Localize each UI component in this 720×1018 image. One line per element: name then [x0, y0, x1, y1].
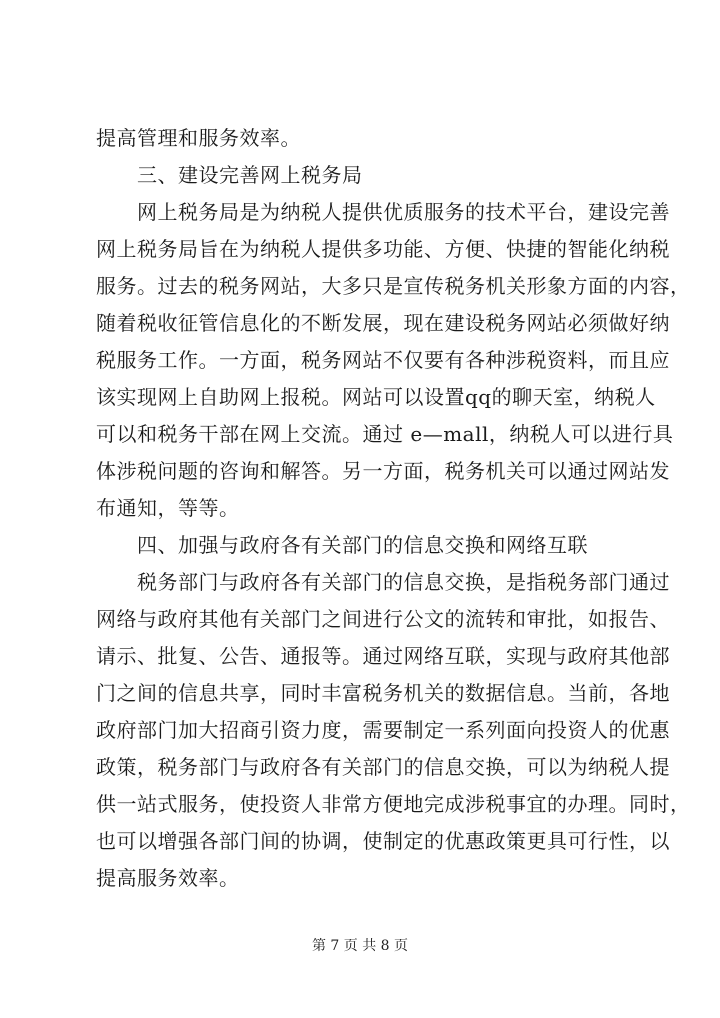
text-line: 可以和税务干部在网上交流。通过 e—mall，纳税人可以进行具	[96, 422, 674, 446]
text-line: 也可以增强各部门间的协调，使制定的优惠政策更具可行性，以	[96, 829, 670, 853]
text-line: 门之间的信息共享，同时丰富税务机关的数据信息。当前，各地	[96, 681, 670, 705]
text-line: 请示、批复、公告、通报等。通过网络互联，实现与政府其他部	[96, 644, 670, 668]
text-line: 政策，税务部门与政府各有关部门的信息交换，可以为纳税人提	[96, 755, 670, 779]
text-line: 体涉税问题的咨询和解答。另一方面，税务机关可以通过网站发	[96, 459, 670, 483]
text-line: 随着税收征管信息化的不断发展，现在建设税务网站必须做好纳	[96, 311, 670, 335]
section-heading: 四、加强与政府各有关部门的信息交换和网络互联	[96, 533, 588, 557]
text-line: 网上税务局旨在为纳税人提供多功能、方便、快捷的智能化纳税	[96, 237, 670, 261]
text-line: 提高服务效率。	[96, 866, 240, 890]
text-line: 布通知，等等。	[96, 496, 240, 520]
text-line: 税服务工作。一方面，税务网站不仅要有各种涉税资料，而且应	[96, 348, 670, 372]
text-line: 提高管理和服务效率。	[96, 126, 301, 150]
text-line: 政府部门加大招商引资力度，需要制定一系列面向投资人的优惠	[96, 718, 670, 742]
section-heading: 三、建设完善网上税务局	[96, 163, 363, 187]
text-line: 服务。过去的税务网站，大多只是宣传税务机关形象方面的内容，	[96, 274, 691, 298]
text-line: 该实现网上自助网上报税。网站可以设置qq的聊天室，纳税人	[96, 385, 656, 409]
text-line: 税务部门与政府各有关部门的信息交换，是指税务部门通过	[96, 570, 670, 594]
page-number-footer: 第 7 页 共 8 页	[311, 938, 409, 954]
text-line: 网上税务局是为纳税人提供优质服务的技术平台，建设完善	[96, 200, 670, 224]
text-line: 供一站式服务，使投资人非常方便地完成涉税事宜的办理。同时，	[96, 792, 691, 816]
text-line: 网络与政府其他有关部门之间进行公文的流转和审批，如报告、	[96, 607, 670, 631]
